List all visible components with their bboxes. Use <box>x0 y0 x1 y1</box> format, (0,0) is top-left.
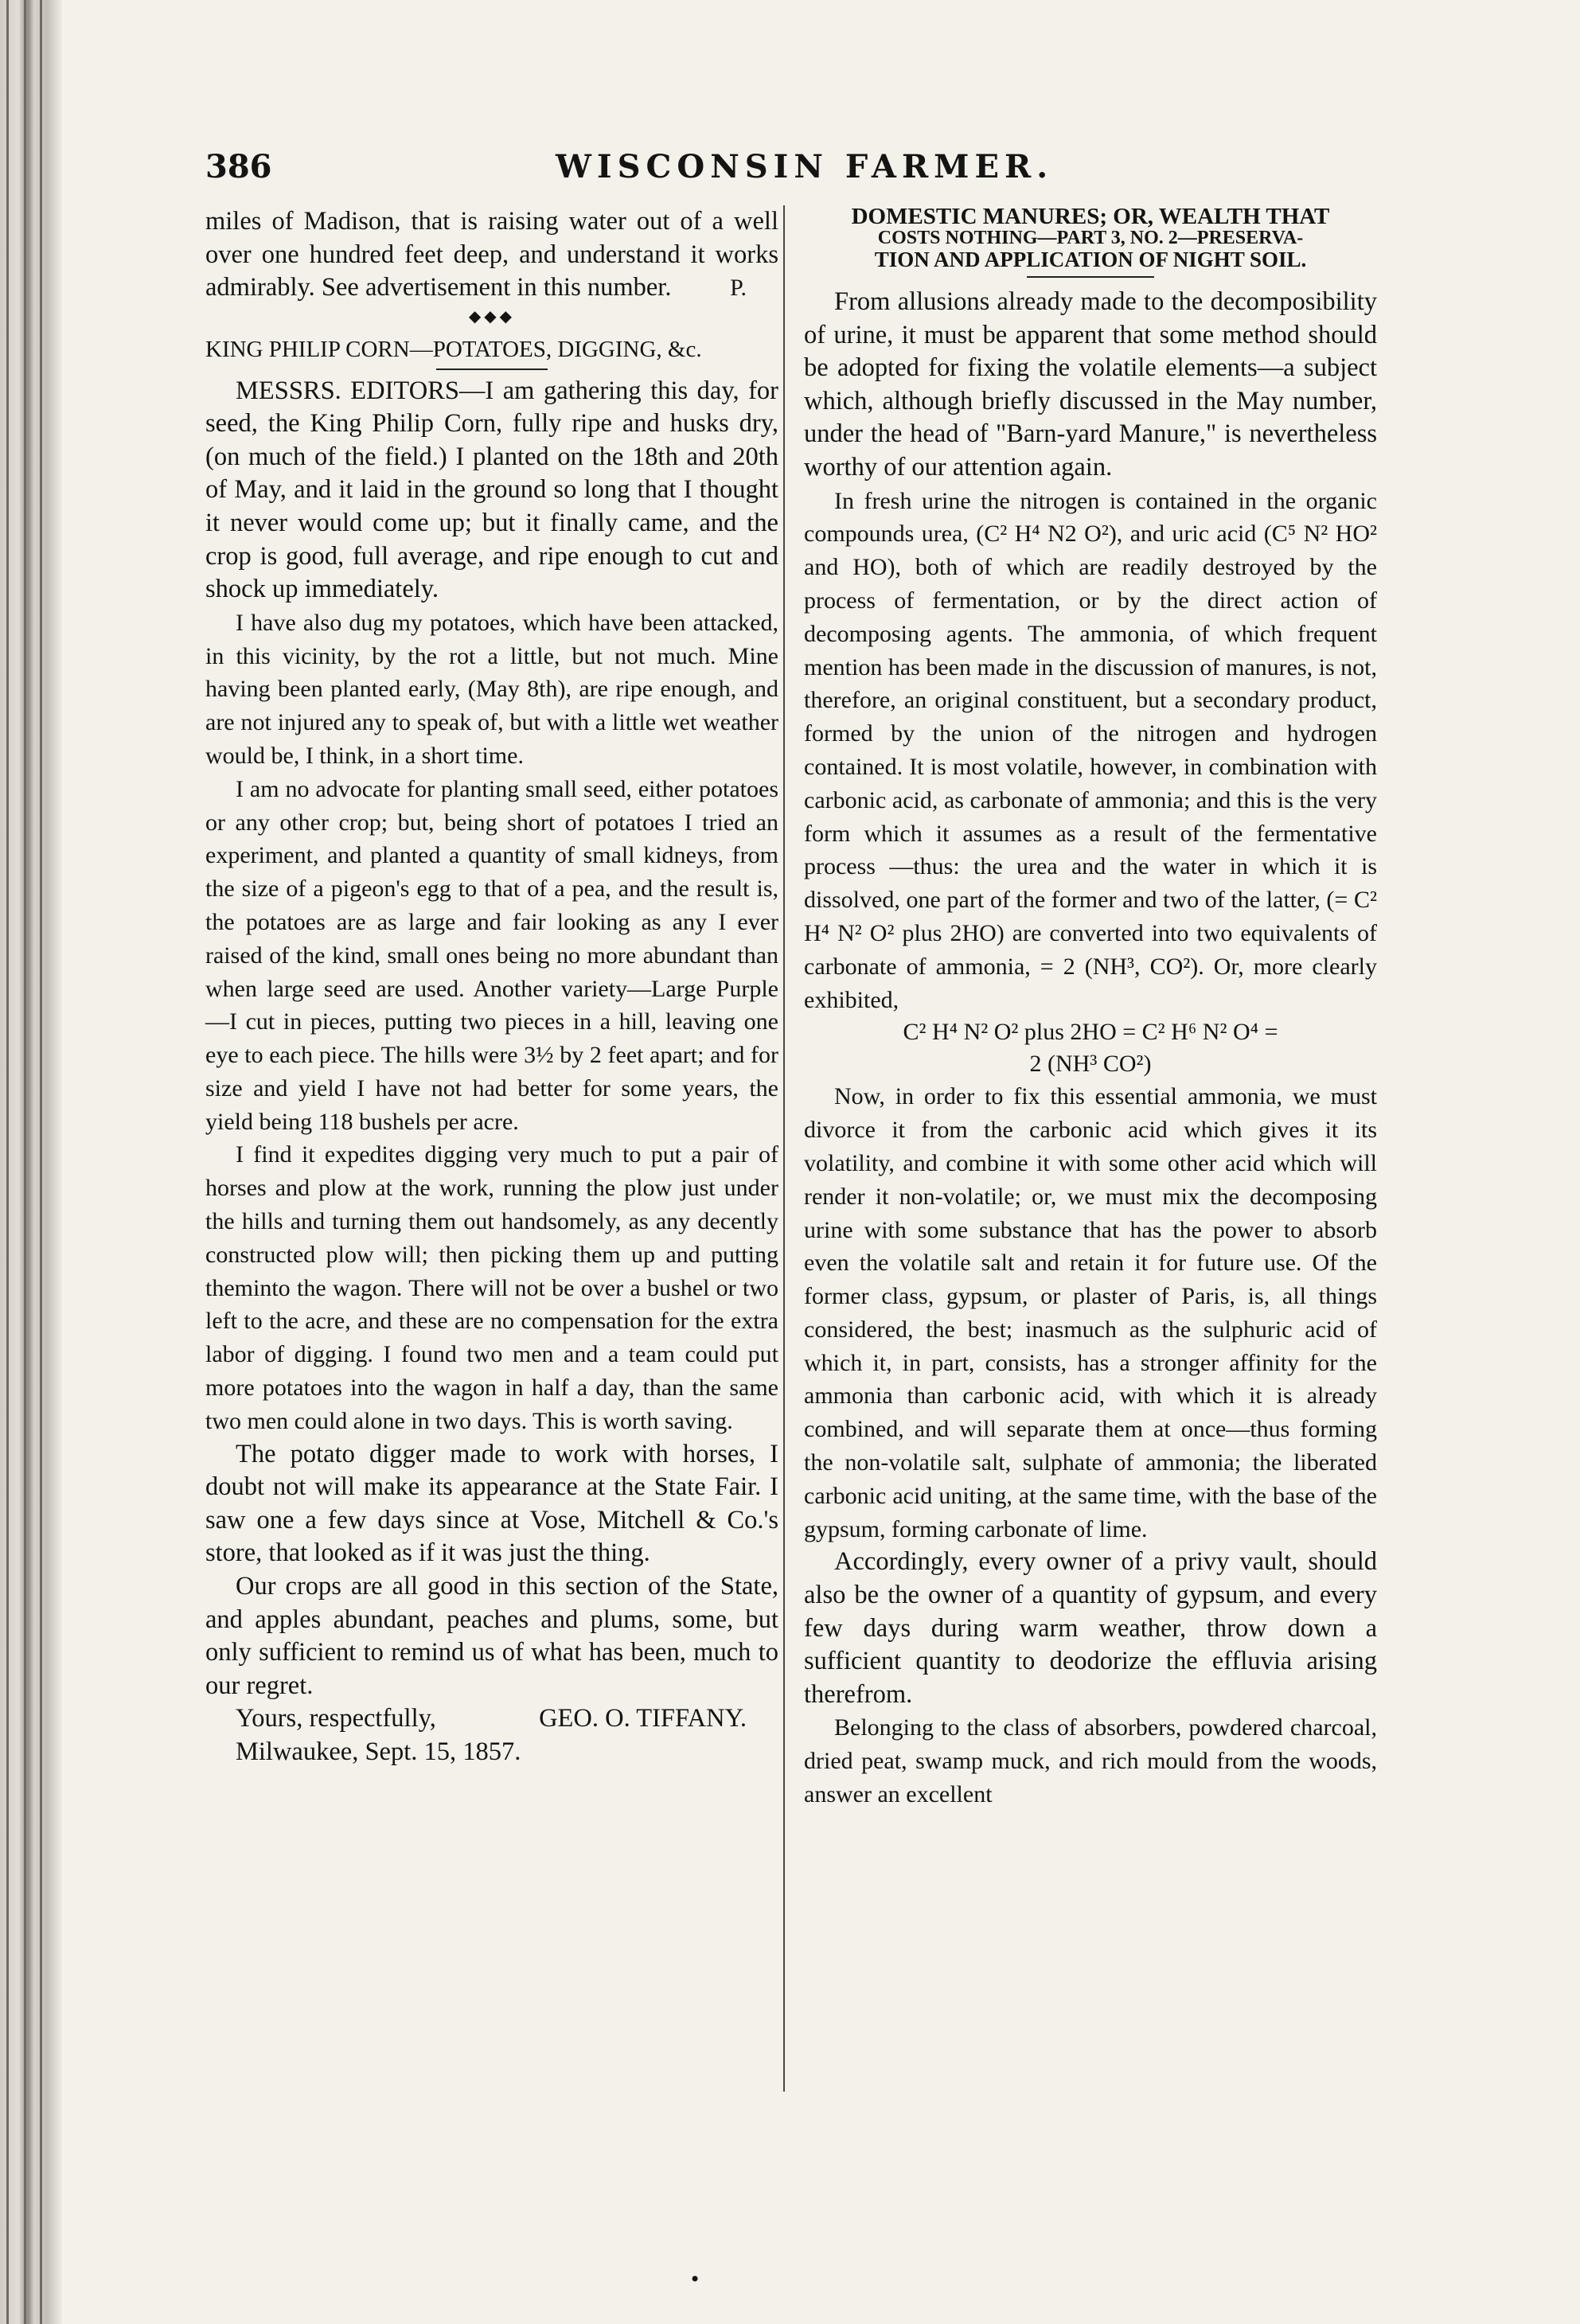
signature: GEO. O. TIFFANY. <box>539 1704 747 1733</box>
closing: Yours, respectfully, <box>236 1704 436 1733</box>
article-subtitle: COSTS NOTHING—PART 3, NO. 2—PRESERVA- <box>877 228 1304 248</box>
right-column <box>804 205 1377 1811</box>
book-spine-edge <box>0 0 62 2324</box>
paragraph: Belonging to the class of absorbers, powdered charcoal, dried peat, swamp muck, and rich mould from the woods, answer an excellent <box>804 1714 1377 1808</box>
paragraph: From allusions already made to the decomposibility of urine, it must be apparent that some method should be adopted for fixing the volatile elements—a subject which, although briefly discussed in the May number, under the head of "Barn-yard Manure," is nevertheless worthy of our attention again. <box>804 287 1377 482</box>
paragraph: In fresh urine the nitrogen is contained in the organic compounds urea, (C² H⁴ N2 O²), and uric acid (C⁵ N² HO² and HO), both of which are readily destroyed by the process of fermentation, or by the direct action of decomposing agents. The ammonia, of which frequent mention has been made in the discussion of manures, is not, therefore, an original constituent, but a secondary product, formed by the union of the nitrogen and hydrogen contained. It is most volatile, however, in combination with carbonic acid, as carbonate of ammonia; and this is the very form which it assumes as a result of the fermentative process —thus: the urea and the water in which it is dissolved, one part of the former and two of the latter, (= C² H⁴ N² O² plus 2HO) are converted into two equivalents of carbonate of ammonia, = 2 (NH³, CO²). Or, more clearly exhibited, <box>804 487 1377 1013</box>
intro-signature: P. <box>730 274 747 301</box>
title-rule <box>436 368 548 370</box>
intro-paragraph: miles of Madison, that is raising water out of a well over one hundred feet deep, and understand it works admirably. See advertisement in this number. <box>205 207 778 302</box>
page-header <box>205 148 1382 196</box>
ornament-divider: ◆◆◆ <box>468 307 516 326</box>
page-number: 386 <box>205 148 272 185</box>
paragraph: I am no advocate for planting small seed, either potatoes or any other crop; but, being short of potatoes I tried an experiment, and planted a quantity of small kidneys, from the size of a pigeon's egg to that of a pea, and the result is, the potatoes are as large and fair looking as any I ever raised of the kind, small ones being no more abundant than when large seed are used. Another variety—Large Purple —I cut in pieces, putting two pieces in a hill, leaving one eye to each piece. The hills were 3½ by 2 feet apart; and for size and yield I have not had better for some years, the yield being 118 bushels per acre. <box>205 775 778 1135</box>
formula-line: C² H⁴ N² O² plus 2HO = C² H⁶ N² O⁴ = <box>903 1019 1278 1046</box>
bottom-mark: • <box>689 2268 701 2291</box>
paragraph: I find it expedites digging very much to put a pair of horses and plow at the work, running the plow just under the hills and turning them out handsomely, as any decently constructed plow will; then picking them up and putting theminto the wagon. There will not be over a bushel or two left to the acre, and these are no compensation for the extra labor of digging. I found two men and a team could put more potatoes into the wagon in half a day, than the same two men could alone in two days. This is worth saving. <box>205 1141 778 1434</box>
title-rule <box>1027 276 1154 278</box>
article-title: KING PHILIP CORN—POTATOES, DIGGING, &c. <box>205 336 702 362</box>
paragraph: Our crops are all good in this section of the State, and apples abundant, peaches and plums, some, but only sufficient to remind us of what has been, much to our regret. <box>205 1572 778 1700</box>
paragraph: MESSRS. EDITORS—I am gathering this day, for seed, the King Philip Corn, fully ripe and husks dry, (on much of the field.) I planted on the 18th and 20th of May, and it laid in the ground so long that I thought it never would come up; but it finally came, and the crop is good, full average, and ripe enough to cut and shock up immediately. <box>205 376 778 604</box>
paragraph: The potato digger made to work with horses, I doubt not will make its appearance at the State Fair. I saw one a few days since at Vose, Mitchell & Co.'s store, that looked as if it was just the thing. <box>205 1439 778 1568</box>
paragraph: Now, in order to fix this essential ammonia, we must divorce it from the carbonic acid which gives it its volatility, and combine it with some other acid which will render it non-volatile; or, we must mix the decomposing urine with some substance that has the power to absorb even the volatile salt and retain it for future use. Of the former class, gypsum, or plaster of Paris, is, all things considered, the best; inasmuch as the sulphuric acid of which it, in part, consists, has a stronger affinity for the ammonia than carbonic acid, with which it is already combined, and will separate them at once—thus forming the non-volatile salt, sulphate of ammonia; the liberated carbonic acid uniting, at the same time, with the base of the gypsum, forming carbonate of lime. <box>804 1083 1377 1542</box>
left-column <box>205 205 778 1769</box>
closing-line <box>205 1702 778 1736</box>
spine-line <box>40 0 42 2324</box>
dateline: Milwaukee, Sept. 15, 1857. <box>236 1737 521 1766</box>
journal-title: WISCONSIN FARMER. <box>556 148 1054 185</box>
spine-line <box>6 0 9 2324</box>
column-rule <box>783 205 785 2092</box>
article-title: DOMESTIC MANURES; OR, WEALTH THAT <box>851 204 1330 229</box>
paragraph: I have also dug my potatoes, which have been attacked, in this vicinity, by the rot a little, but not much. Mine having been planted early, (May 8th), are ripe enough, and are not injured any to speak of, but with a little wet weather would be, I think, in a short time. <box>205 609 778 769</box>
spine-line <box>24 0 26 2324</box>
article-subtitle: TION AND APPLICATION OF NIGHT SOIL. <box>874 248 1307 271</box>
paragraph: Accordingly, every owner of a privy vault, should also be the owner of a quantity of gypsum, and every few days during warm weather, throw down a sufficient quantity to deodorize the effluvia arising therefrom. <box>804 1547 1377 1709</box>
formula-line: 2 (NH³ CO²) <box>1029 1051 1152 1078</box>
